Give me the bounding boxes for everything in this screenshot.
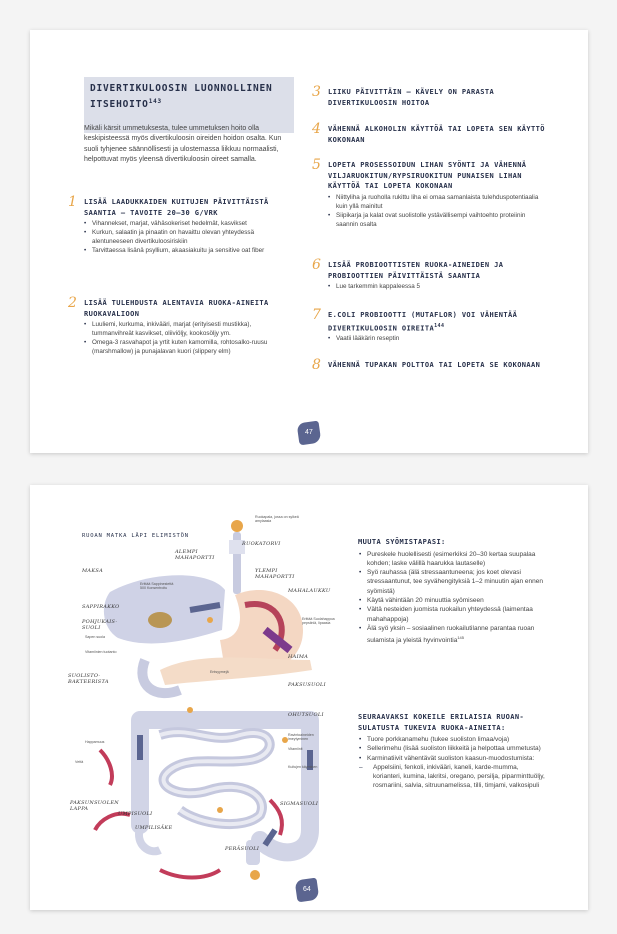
item-number: 4 (312, 121, 321, 137)
page-number: 64 (295, 878, 320, 903)
item-heading: LIIKU PÄIVITTÄIN – KÄVELY ON PARASTA DIVERTIKULOOSIN HOITOA (328, 88, 495, 107)
section-heading: SEURAAVAKSI KOKEILE ERILAISIA RUOAN-SULATUSTA TUKEVIA RUOKA-AINEITA: (358, 713, 525, 732)
item-heading: LISÄÄ LAADUKKAIDEN KUITUJEN PÄIVITTÄISTÄ SAANTIA – TAVOITE 20–30 G/VRK (84, 198, 269, 217)
bullet: • Omega-3 rasvahapot ja yrtit kuten kamomilla, rohtosalko-ruusu (marshmallow) ja punajalavan kuori (slippery elm) (92, 338, 290, 356)
label-maksa: MAKSA (82, 568, 104, 574)
list-item (312, 121, 547, 145)
bullet: • Lue tarkemmin kappaleessa 5 (336, 282, 547, 291)
item-number: 8 (312, 357, 321, 373)
label-ohutsuoli: OHUTSUOLI (288, 712, 324, 718)
item-number: 6 (312, 257, 321, 273)
arrow-shape (100, 750, 112, 785)
label-ylempi-mahaportti: YLEMPI MAHAPORTTI (255, 568, 295, 580)
item-heading: E.COLI PROBIOOTTI (MUTAFLOR) VOI VÄHENTÄÄ DIVERTIKULOOSIN OIREITA$^{144}$ (328, 311, 518, 332)
section-heading: MUUTA SYÖMISTAPASI: (358, 538, 446, 546)
bullet: • Karminatiivit vähentävät suoliston kaasun-muodostumista: (367, 754, 548, 763)
list-item (312, 357, 547, 373)
page-64 (30, 485, 588, 910)
label-haima: HAIMA (288, 654, 309, 660)
stool-icon (250, 870, 260, 880)
page-title: DIVERTIKULOOSIN LUONNOLLINEN ITSEHOITO$^{143}$ (90, 83, 273, 111)
label-umpilisake: UMPILISÄKE (135, 825, 173, 831)
bullet: • Luuliemi, kurkuma, inkivääri, marjat (erityisesti mustikka), tummanvihreät kasvikset, oliiviöljy, kookosöljy ym. (92, 320, 290, 338)
note: Ruokapala, jossa on sylkeä amylaasia (255, 515, 299, 524)
page-number: 47 (297, 421, 322, 446)
list-item (68, 194, 290, 255)
bullet: • Vaatii lääkärin reseptin (336, 334, 547, 343)
label-ruokatorvi: RUOKATORVI (242, 541, 281, 547)
bullet: • Vältä nesteiden juomista ruokailun yhteydessä (laimentaa mahahappoja) (367, 605, 548, 624)
label-sigmasuoli: SIGMASUOLI (280, 801, 319, 807)
note: Ravintoaineiden imeytyminen (288, 733, 314, 742)
bullet: • Syö rauhassa (älä stressaantuneena; jos koet olevasi stressaantunut, tee syvähengityksiä 1–2 minuutin ajan ennen syömistä) (367, 568, 548, 596)
item-heading: VÄHENNÄ ALKOHOLIN KÄYTTÖÄ TAI LOPETA SEN KÄYTTÖ KOKONAAN (328, 125, 545, 144)
small-intestine-shape (160, 732, 270, 824)
note: Erittää Suolahappoa pepsiiniä, lipaasia (302, 617, 335, 626)
bullet: • Pureskele huolellisesti (esimerkiksi 20–30 kertaa suupalaa kohden; laske välillä haarukka lautaselle) (367, 550, 548, 569)
label-suolistobakteerista: SUOLISTO-BAKTEERISTA (68, 673, 109, 685)
item-heading: LOPETA PROSESSOIDUN LIHAN SYÖNTI JA VÄHENNÄ VILJARUOKITUN/RYPSIRUOKITUN PUNAISEN LIHAN KÄYTTÖÄ TAI LOPETA KOKONAAN (328, 161, 527, 190)
bullet: • Sellerimehu (lisää suoliston liikkeitä ja helpottaa ummetusta) (367, 744, 548, 753)
item-number: 7 (312, 307, 321, 323)
item-heading: LISÄÄ TULEHDUSTA ALENTAVIA RUOKA-AINEITA RUOKAVALIOON (84, 299, 269, 318)
bullet: • Kurkun, salaatin ja pinaatin on havaittu olevan yhteydessä alentuneeseen divertikuloosiriskiin (92, 228, 290, 246)
label-sappirakko: SAPPIRAKKO (82, 604, 120, 610)
note: Vitamiinien tuotanto (85, 650, 117, 654)
food-bolus-icon (231, 520, 243, 532)
label-pohjukaissuoli: POHJUKAIS-SUOLI (82, 619, 118, 631)
label-mahalaukku: MAHALAUKKU (288, 588, 331, 594)
item-number: 2 (68, 295, 77, 311)
intro-paragraph: Mikäli kärsit ummetuksesta, tulee ummetuksen hoito olla keskipisteessä myös divertikuloosin oireiden hoidon osalta. Kun suoli tyhjenee säännöllisesti ja ulostemassa liikkuu normaalisti, helpottuvat myös yleensä divertikuloosin oireet samalla. (84, 125, 282, 164)
note: Kuitujen käyminen (288, 765, 318, 769)
list-item (312, 307, 547, 343)
note: Sapen suola (85, 635, 105, 639)
foods-section (358, 712, 548, 791)
page-47 (30, 30, 588, 453)
dash-item: – Appelsiini, fenkoli, inkivääri, kaneli, karde-mumma, korianteri, kumina, lakritsi, oregano, persilja, piparminttuöljy, rosmariini, salvia, sitruunamelissa, tilli, timjami, valkosipuli (367, 763, 548, 791)
eating-habits-section (358, 537, 548, 646)
label-perasuoli: PERÄSUOLI (225, 846, 260, 852)
label-alempi-mahaportti: ALEMPI MAHAPORTTI (175, 549, 215, 561)
note: Entsyymejä (210, 670, 229, 674)
figure-title: RUOAN MATKA LÄPI ELIMISTÖN (82, 533, 189, 539)
bullet: • Vihannekset, marjat, vähäsokeriset hedelmät, kasvikset (92, 219, 290, 228)
item-heading: LISÄÄ PROBIOOTTISTEN RUOKA-AINEIDEN JA PROBIOOTTIEN PÄIVITTÄISTÄ SAANTIA (328, 261, 504, 280)
gallbladder-shape (148, 612, 172, 628)
bullet: • Siipikarja ja kalat ovat suolistolle ystävällisempi vaihtoehto proteiinin saannin osalta (336, 211, 547, 229)
arrow-shape (160, 870, 220, 878)
bullet: • Käytä vähintään 20 minuuttia syömiseen (367, 596, 548, 605)
note: Vettä (75, 760, 84, 764)
item-number: 1 (68, 194, 77, 210)
list-item (68, 295, 290, 356)
item-number: 3 (312, 84, 321, 100)
list-item (312, 84, 547, 108)
label-paksusuoli: PAKSUSUOLI (288, 682, 326, 688)
bullet: • Tarvittaessa lisänä psyllium, akaasiakuitu ja sensitive oat fiber (92, 246, 290, 255)
note: Happamuus (85, 740, 105, 744)
bullet: • Älä syö yksin – sosiaalinen ruokailutilanne parantaa ruoan sulamista ja yleistä hyvinvointia$^{145}$ (367, 624, 548, 646)
note: Erittää Sappinestettä 500 Konsentroitu (140, 582, 174, 591)
label-paksunsuolen-lappa: PAKSUNSUOLEN LAPPA (70, 800, 119, 812)
appendix-shape (139, 828, 160, 851)
list-item (312, 157, 547, 229)
digestive-system-illustration (40, 510, 340, 885)
item-heading: VÄHENNÄ TUPAKAN POLTTOA TAI LOPETA SE KOKONAAN (328, 361, 541, 369)
list-item (312, 257, 547, 291)
rectum-shape (246, 840, 260, 865)
label-umpisuoli: UMPISUOLI (118, 811, 153, 817)
item-number: 5 (312, 157, 321, 173)
bullet: • Tuore porkkanamehu (tukee suoliston limaa/voja) (367, 735, 548, 744)
note: Vitamiinit (288, 747, 303, 751)
bullet: • Niittyliha ja ruoholla rukittu liha ei omaa samanlaista tulehduspotentiaalia kuin yllä mainitut (336, 193, 547, 211)
